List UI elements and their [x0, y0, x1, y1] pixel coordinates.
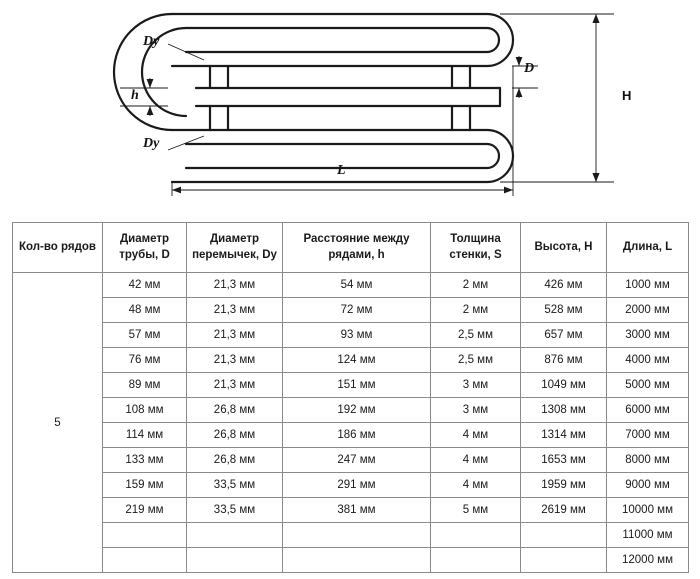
label-dy-top: Dy	[143, 34, 160, 49]
header-pipe-diameter: Диаметр трубы, D	[103, 223, 187, 273]
cell-length: 3000 мм	[607, 323, 689, 348]
cell-row-spacing: 54 мм	[283, 273, 431, 298]
cell-wall-thickness: 2,5 мм	[431, 348, 521, 373]
cell-pipe-diameter: 108 мм	[103, 398, 187, 423]
cell-pipe-diameter: 89 мм	[103, 373, 187, 398]
label-d: D	[524, 61, 535, 76]
cell-row-spacing: 192 мм	[283, 398, 431, 423]
cell-height: 1653 мм	[521, 448, 607, 473]
cell-jumper-diameter: 26,8 мм	[187, 423, 283, 448]
cell-length: 8000 мм	[607, 448, 689, 473]
cell-pipe-diameter: 159 мм	[103, 473, 187, 498]
cell-row-spacing: 93 мм	[283, 323, 431, 348]
specs-table-body	[13, 273, 689, 573]
cell-wall-thickness: 4 мм	[431, 448, 521, 473]
cell-pipe-diameter: 42 мм	[103, 273, 187, 298]
cell-empty	[103, 523, 187, 548]
cell-height: 426 мм	[521, 273, 607, 298]
label-big-h: H	[622, 88, 632, 103]
table-row	[13, 448, 689, 473]
cell-jumper-diameter: 21,3 мм	[187, 373, 283, 398]
cell-row-spacing: 186 мм	[283, 423, 431, 448]
table-row	[13, 473, 689, 498]
cell-height: 876 мм	[521, 348, 607, 373]
cell-empty	[431, 523, 521, 548]
diagram-svg	[0, 0, 700, 212]
cell-height: 528 мм	[521, 298, 607, 323]
label-h-small: h	[131, 88, 139, 103]
table-row	[13, 498, 689, 523]
cell-empty	[103, 548, 187, 573]
cell-length: 9000 мм	[607, 473, 689, 498]
table-row	[13, 273, 689, 298]
table-row	[13, 523, 689, 548]
table-row	[13, 423, 689, 448]
cell-jumper-diameter: 21,3 мм	[187, 323, 283, 348]
cell-height: 2619 мм	[521, 498, 607, 523]
cell-length: 2000 мм	[607, 298, 689, 323]
cell-empty	[431, 548, 521, 573]
cell-height: 657 мм	[521, 323, 607, 348]
cell-length: 5000 мм	[607, 373, 689, 398]
table-row	[13, 298, 689, 323]
header-rows-count: Кол-во рядов	[13, 223, 103, 273]
cell-empty	[283, 523, 431, 548]
cell-pipe-diameter: 114 мм	[103, 423, 187, 448]
specs-table-head	[13, 223, 689, 273]
label-dy-bottom: Dy	[143, 136, 160, 151]
cell-wall-thickness: 3 мм	[431, 398, 521, 423]
cell-height: 1049 мм	[521, 373, 607, 398]
cell-jumper-diameter: 33,5 мм	[187, 498, 283, 523]
cell-height: 1308 мм	[521, 398, 607, 423]
cell-row-spacing: 124 мм	[283, 348, 431, 373]
cell-empty	[187, 523, 283, 548]
cell-wall-thickness: 4 мм	[431, 473, 521, 498]
cell-row-spacing: 151 мм	[283, 373, 431, 398]
cell-jumper-diameter: 26,8 мм	[187, 398, 283, 423]
specs-table-container	[12, 222, 688, 573]
cell-length: 7000 мм	[607, 423, 689, 448]
cell-length: 6000 мм	[607, 398, 689, 423]
cell-row-spacing: 291 мм	[283, 473, 431, 498]
cell-pipe-diameter: 133 мм	[103, 448, 187, 473]
table-row	[13, 398, 689, 423]
pipe-register-diagram	[0, 0, 700, 212]
header-row-spacing: Расстояние между рядами, h	[283, 223, 431, 273]
cell-wall-thickness: 2 мм	[431, 298, 521, 323]
cell-empty	[283, 548, 431, 573]
table-row	[13, 548, 689, 573]
cell-row-spacing: 381 мм	[283, 498, 431, 523]
table-row	[13, 348, 689, 373]
cell-length: 12000 мм	[607, 548, 689, 573]
cell-row-spacing: 247 мм	[283, 448, 431, 473]
header-jumper-diameter: Диаметр перемычек, Dy	[187, 223, 283, 273]
cell-length: 10000 мм	[607, 498, 689, 523]
cell-height: 1314 мм	[521, 423, 607, 448]
header-length: Длина, L	[607, 223, 689, 273]
label-length: L	[337, 163, 346, 178]
specs-table	[12, 222, 689, 573]
table-row	[13, 373, 689, 398]
cell-jumper-diameter: 21,3 мм	[187, 348, 283, 373]
cell-jumper-diameter: 26,8 мм	[187, 448, 283, 473]
cell-jumper-diameter: 33,5 мм	[187, 473, 283, 498]
top-pipe-outer	[172, 14, 513, 66]
cell-length: 1000 мм	[607, 273, 689, 298]
cell-empty	[521, 523, 607, 548]
header-wall-thickness: Толщина стенки, S	[431, 223, 521, 273]
cell-jumper-diameter: 21,3 мм	[187, 273, 283, 298]
cell-wall-thickness: 3 мм	[431, 373, 521, 398]
cell-rows-count: 5	[13, 273, 103, 573]
cell-length: 4000 мм	[607, 348, 689, 373]
cell-wall-thickness: 4 мм	[431, 423, 521, 448]
cell-length: 11000 мм	[607, 523, 689, 548]
cell-pipe-diameter: 48 мм	[103, 298, 187, 323]
header-row	[13, 223, 689, 273]
cell-jumper-diameter: 21,3 мм	[187, 298, 283, 323]
cell-height: 1959 мм	[521, 473, 607, 498]
cell-wall-thickness: 2 мм	[431, 273, 521, 298]
table-row	[13, 323, 689, 348]
top-pipe-inner	[186, 28, 499, 52]
cell-pipe-diameter: 76 мм	[103, 348, 187, 373]
cell-wall-thickness: 2,5 мм	[431, 323, 521, 348]
cell-wall-thickness: 5 мм	[431, 498, 521, 523]
cell-pipe-diameter: 57 мм	[103, 323, 187, 348]
cell-empty	[187, 548, 283, 573]
dimension-arrowheads	[147, 14, 600, 193]
header-height: Высота, H	[521, 223, 607, 273]
cell-row-spacing: 72 мм	[283, 298, 431, 323]
cell-empty	[521, 548, 607, 573]
cell-pipe-diameter: 219 мм	[103, 498, 187, 523]
